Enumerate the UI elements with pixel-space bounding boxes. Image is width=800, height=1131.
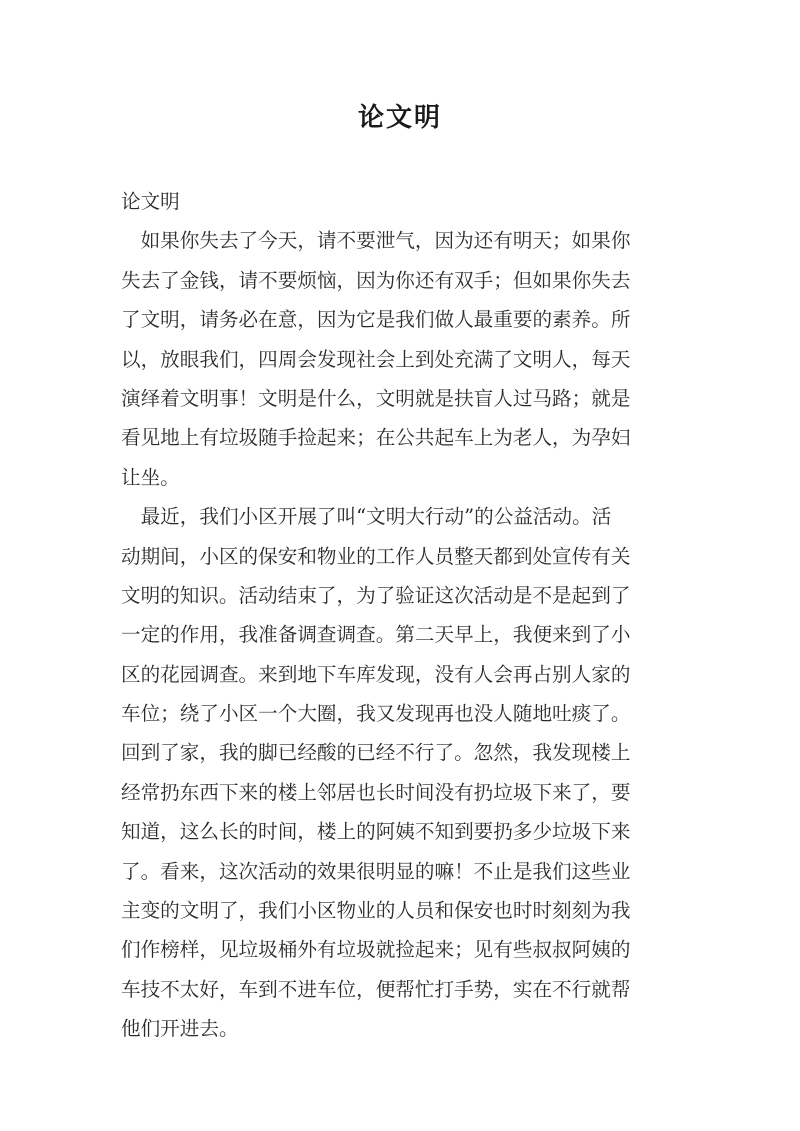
body-line: 失去了金钱，请不要烦恼，因为你还有双手；但如果你失去 — [121, 268, 631, 292]
body-line: 如果你失去了今天，请不要泄气，因为还有明天；如果你 — [121, 229, 631, 253]
body-line: 动期间，小区的保安和物业的工作人员整天都到处宣传有关 — [121, 544, 631, 568]
body-line: 让坐。 — [121, 465, 180, 489]
body-line: 车技不太好，车到不进车位，便帮忙打手势，实在不行就帮 — [121, 977, 631, 1001]
document-title: 论文明 — [357, 103, 442, 133]
body-line: 最近，我们小区开展了叫“文明大行动”的公益活动。活 — [121, 505, 612, 529]
body-line: 论文明 — [121, 190, 180, 213]
body-line: 区的花园调查。来到地下车库发现，没有人会再占别人家的 — [121, 662, 631, 686]
body-line: 一定的作用，我准备调查调查。第二天早上，我便来到了小 — [121, 623, 631, 647]
body-line: 经常扔东西下来的楼上邻居也长时间没有扔垃圾下来了，要 — [121, 780, 631, 804]
document-body — [121, 182, 681, 1049]
body-line: 演绎着文明事！文明是什么，文明就是扶盲人过马路；就是 — [121, 386, 631, 410]
body-line: 他们开进去。 — [121, 1017, 239, 1041]
body-line: 主变的文明了，我们小区物业的人员和保安也时时刻刻为我 — [121, 899, 631, 923]
body-line: 看见地上有垃圾随手捡起来；在公共起车上为老人，为孕妇 — [121, 426, 631, 450]
body-line: 车位；绕了小区一个大圈，我又发现再也没人随地吐痰了。 — [121, 702, 631, 726]
body-line: 知道，这么长的时间，楼上的阿姨不知到要扔多少垃圾下来 — [121, 820, 631, 844]
body-line: 文明的知识。活动结束了，为了验证这次活动是不是起到了 — [121, 583, 631, 607]
body-line: 回到了家，我的脚已经酸的已经不行了。忽然，我发现楼上 — [121, 741, 631, 765]
body-line: 了文明，请务必在意，因为它是我们做人最重要的素养。所 — [121, 308, 631, 332]
body-line: 以，放眼我们，四周会发现社会上到处充满了文明人，每天 — [121, 347, 631, 371]
body-line: 了。看来，这次活动的效果很明显的嘛！不止是我们这些业 — [121, 859, 631, 883]
body-line: 们作榜样，见垃圾桶外有垃圾就捡起来；见有些叔叔阿姨的 — [121, 938, 631, 962]
